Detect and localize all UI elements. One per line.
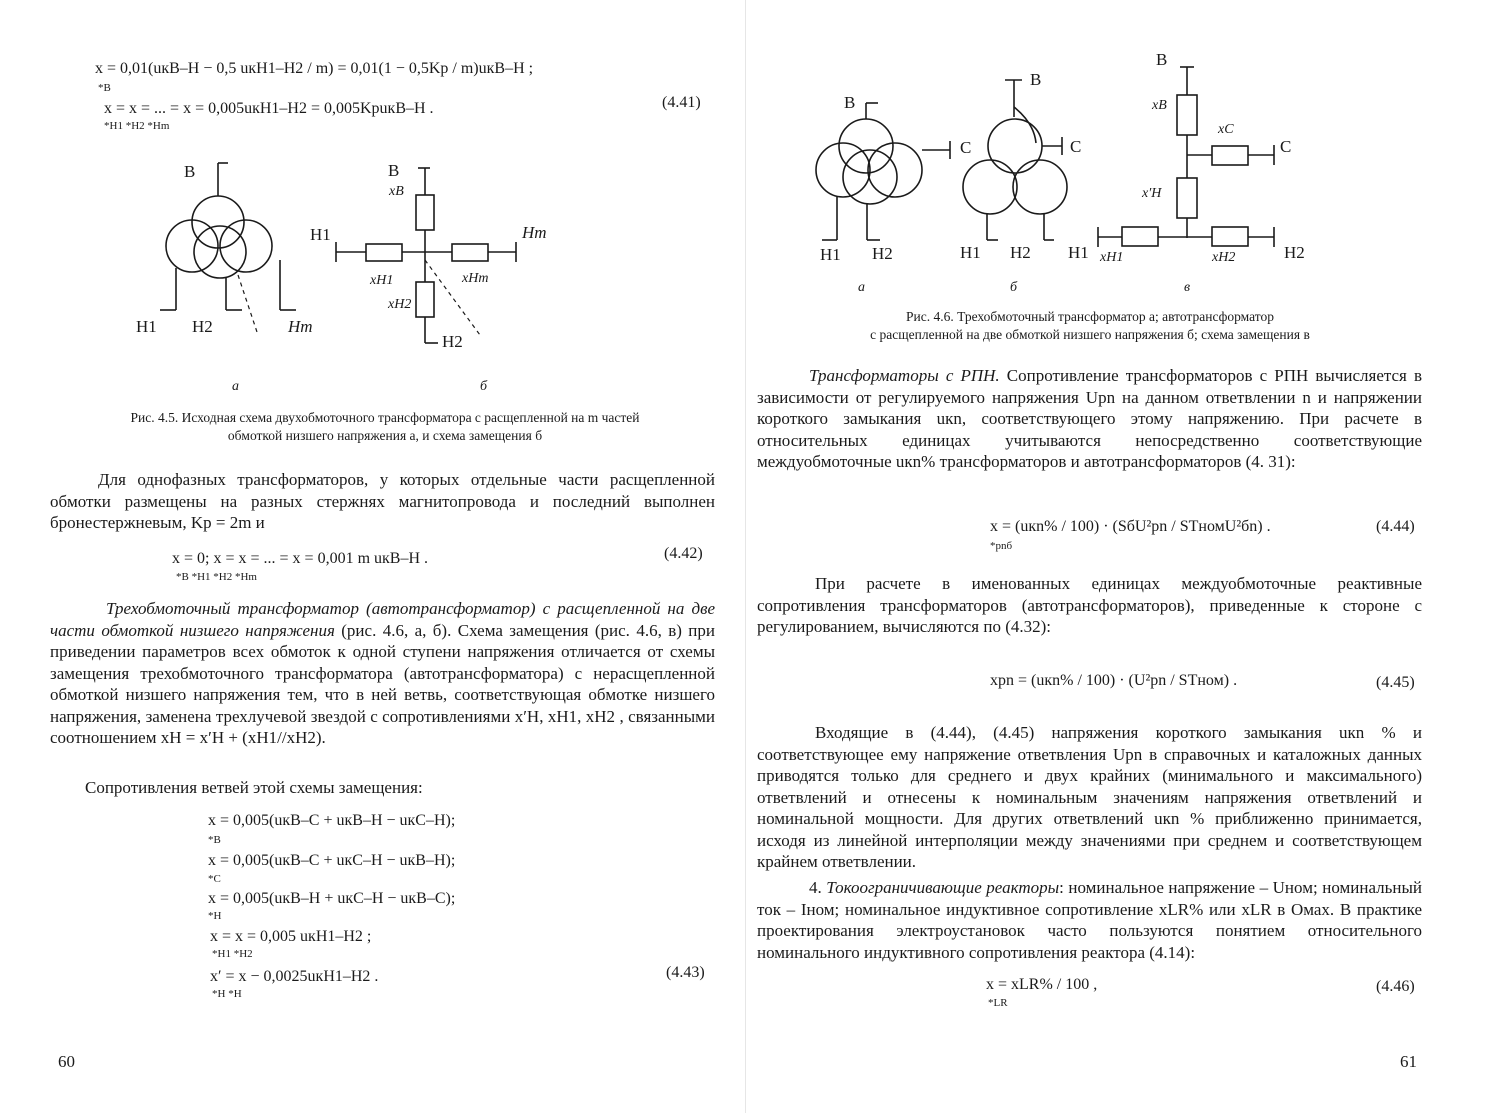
fig45-sublabel-a: а (232, 379, 239, 394)
paragraph-three-winding-heading: Трехобмоточный трансформатор (автотрансформатор) с расщепленной на две части обмоткой низшего напряжения (50, 599, 715, 640)
equation-4-44-subscript: *рnб (990, 540, 1013, 552)
equation-4-43-sub-3: *Н (208, 910, 222, 922)
fig45b-label-Hm: Нm (522, 223, 547, 242)
fig46-sublabel-a: а (858, 280, 865, 295)
figure-4-6-caption-line-2: с расщепленной на две обмоткой низшего напряжения б; схема замещения в (870, 327, 1310, 342)
fig46v-label-xH2: xН2 (1212, 250, 1236, 265)
fig46a-label-H1: Н1 (820, 245, 841, 264)
equation-4-44: x = (uкn% / 100) · (SбU²рn / SТномU²бn) . (990, 518, 1271, 535)
figure-4-6-caption-line-1: Рис. 4.6. Трехобмоточный трансформатор а; автотрансформатор (906, 309, 1274, 324)
fig45-sublabel-b: б (480, 379, 488, 394)
equation-4-43-sub-5: *Н *Н (212, 988, 242, 1000)
equation-4-41-number: (4.41) (662, 94, 701, 111)
paragraph-oltc-transformers (757, 365, 1422, 473)
fig45a-label-H1: Н1 (136, 317, 157, 336)
fig46b-label-H1: Н1 (960, 243, 981, 262)
fig45b-label-H2: Н2 (442, 332, 463, 351)
fig46-sublabel-v: в (1184, 280, 1191, 295)
equation-4-43-line-1: x = 0,005(uкВ–С + uкВ–Н − uкС–Н); (208, 812, 456, 829)
equation-4-43-line-4: x = x = 0,005 uкН1–Н2 ; (210, 928, 372, 945)
fig45a-label-H2: Н2 (192, 317, 213, 336)
equation-4-42-number: (4.42) (664, 545, 703, 562)
paragraph-three-winding (50, 598, 715, 749)
paragraph-current-limiting-reactors (757, 877, 1422, 963)
equation-4-46: x = xLR% / 100 , (986, 976, 1098, 993)
fig46a-label-C: С (960, 138, 972, 157)
fig45a-label-B: В (184, 162, 196, 181)
figure-4-6-caption (760, 308, 1420, 344)
figure-4-5 (120, 150, 547, 400)
paragraph-oltc-body: Сопротивление трансформаторов с РПН вычисляется в зависимости от регулируемого напряжения Uрn на данном ответвлении n и напряжении короткого замыкания uкn, соответствующего этому напряжению. При расчете в относительных единицах учитываются непосредственно соответствующие междуобмоточные uкn% трансформаторов и автотрансформаторов (4. 31): (757, 366, 1422, 471)
equation-4-41-line-2: x = x = ... = x = 0,005uкН1–Н2 = 0,005KрuкВ–Н . (104, 100, 434, 117)
fig46a-label-H2: Н2 (872, 244, 893, 263)
equation-4-45: xрn = (uкn% / 100) · (U²рn / SТном) . (990, 672, 1238, 689)
equation-4-44-number: (4.44) (1376, 518, 1415, 535)
figure-4-6 (800, 45, 1320, 295)
paragraph-branch-resistances: Сопротивления ветвей этой схемы замещения: (85, 778, 423, 797)
fig46v-label-xH1: xН1 (1100, 250, 1124, 265)
fig45b-label-xHm: xНm (462, 271, 489, 286)
fig46v-label-H1: Н1 (1068, 243, 1089, 262)
equation-4-42-subscript: *В *Н1 *Н2 *Нm (176, 571, 257, 583)
paragraph-three-winding-body: (рис. 4.6, а, б). Схема замещения (рис. 4.6, в) при приведении параметров всех обмоток к одной ступени напряжения отличается от схемы замещения трехобмоточного трансформатора (автотрансформатора) с нерасщепленной обмоткой низшего напряжения тем, что в ней ветвь, соответствующая обмотке низшего напряжения, заменена трехлучевой звездой с сопротивлениями x′Н, xН1, xН2 , связанными соотношением xН = x′Н + (xН1//xН2). (50, 620, 715, 747)
equation-4-43-number: (4.43) (666, 964, 705, 981)
figure-4-5-caption (55, 409, 715, 445)
equation-4-43-sub-4: *Н1 *Н2 (212, 948, 253, 960)
equation-4-46-number: (4.46) (1376, 978, 1415, 995)
figure-4-5-caption-line-2: обмоткой низшего напряжения а, и схема замещения б (227, 428, 543, 443)
paragraph-reactors-number: 4. (809, 878, 827, 897)
fig45b-label-xH1: xН1 (370, 273, 394, 288)
fig46v-label-xC: xС (1218, 122, 1234, 137)
paragraph-named-units: При расчете в именованных единицах междуобмоточные реактивные сопротивления трансформаторов (автотрансформаторов), приведенные к стороне с регулированием, вычисляются по (4.32): (757, 574, 1422, 636)
fig45a-label-Hm: Нm (288, 317, 313, 336)
equation-4-41-line-1-subscript: *В (98, 82, 111, 94)
page-number-left: 60 (58, 1052, 75, 1071)
fig45b-label-xB: xВ (389, 184, 404, 199)
paragraph-reactors-heading: Токоограничивающие реакторы (826, 878, 1060, 897)
fig46v-label-H2: Н2 (1284, 243, 1305, 262)
paragraph-oltc-heading: Трансформаторы с РПН. (809, 366, 1000, 385)
fig46v-label-xH: x′Н (1142, 186, 1162, 201)
fig46b-label-H2: Н2 (1010, 243, 1031, 262)
page-number-right: 61 (1400, 1052, 1417, 1071)
fig45b-label-B: В (388, 161, 400, 180)
equation-4-45-number: (4.45) (1376, 674, 1415, 691)
equation-4-43-line-5: x′ = x − 0,0025uкН1–Н2 . (210, 968, 379, 985)
paragraph-single-phase: Для однофазных трансформаторов, у которых отдельные части расщепленной обмотки размещены на разных стержнях магнитопровода и последний выполнен бронестержневым, Kр = 2m и (50, 470, 715, 532)
fig46v-label-xB: xВ (1152, 98, 1167, 113)
figure-4-5-caption-line-1: Рис. 4.5. Исходная схема двухобмоточного трансформатора с расщепленной на m частей (130, 410, 640, 425)
fig46-sublabel-b: б (1010, 280, 1018, 295)
fig45b-label-H1: Н1 (310, 225, 331, 244)
equation-4-41-line-1: x = 0,01(uкВ–Н − 0,5 uкН1–Н2 / m) = 0,01(1 − 0,5Kр / m)uкВ–Н ; (95, 60, 534, 77)
equation-4-43-line-3: x = 0,005(uкВ–Н + uкС–Н − uкВ–С); (208, 890, 456, 907)
equation-4-43-sub-1: *В (208, 834, 221, 846)
paragraph-short-circuit-voltage: Входящие в (4.44), (4.45) напряжения короткого замыкания uкn % и соответствующее ему напряжение ответвления Uрn в справочных и каталожных данных приводятся только для среднего и двух крайних (минимального и максимального) ответвлений и отнесены к номинальным значениям напряжения ответвлений и номинальной мощности. Для других ответвлений uкn % приближенно принимается, исходя из линейной интерполяции между значениями при среднем и соответствующем крайнем ответвлении. (757, 723, 1422, 871)
fig46b-label-C: С (1070, 137, 1082, 156)
fig46b-label-B: В (1030, 70, 1042, 89)
equation-4-46-subscript: *LR (988, 997, 1008, 1009)
equation-4-43-line-2: x = 0,005(uкВ–С + uкС–Н − uкВ–Н); (208, 852, 456, 869)
equation-4-42: x = 0; x = x = ... = x = 0,001 m uкВ–Н . (172, 550, 429, 567)
fig46a-label-B: В (844, 93, 856, 112)
fig46v-label-C: С (1280, 137, 1292, 156)
fig45b-label-xH2: xН2 (388, 297, 412, 312)
equation-4-43-sub-2: *С (208, 873, 221, 885)
page-gutter (745, 0, 746, 1113)
fig46v-label-B: В (1156, 50, 1168, 69)
equation-4-41-line-2-subscript: *Н1 *Н2 *Нm (104, 120, 170, 132)
paragraph-reactors-body: : номинальное напряжение – Uном; номинальный ток – Iном; номинальное индуктивное сопротивление xLR% или xLR в Омах. В практике проектирования электроустановок часто пользуются понятием относительного номинального индуктивного сопротивления реактора (4.14): (757, 878, 1422, 962)
